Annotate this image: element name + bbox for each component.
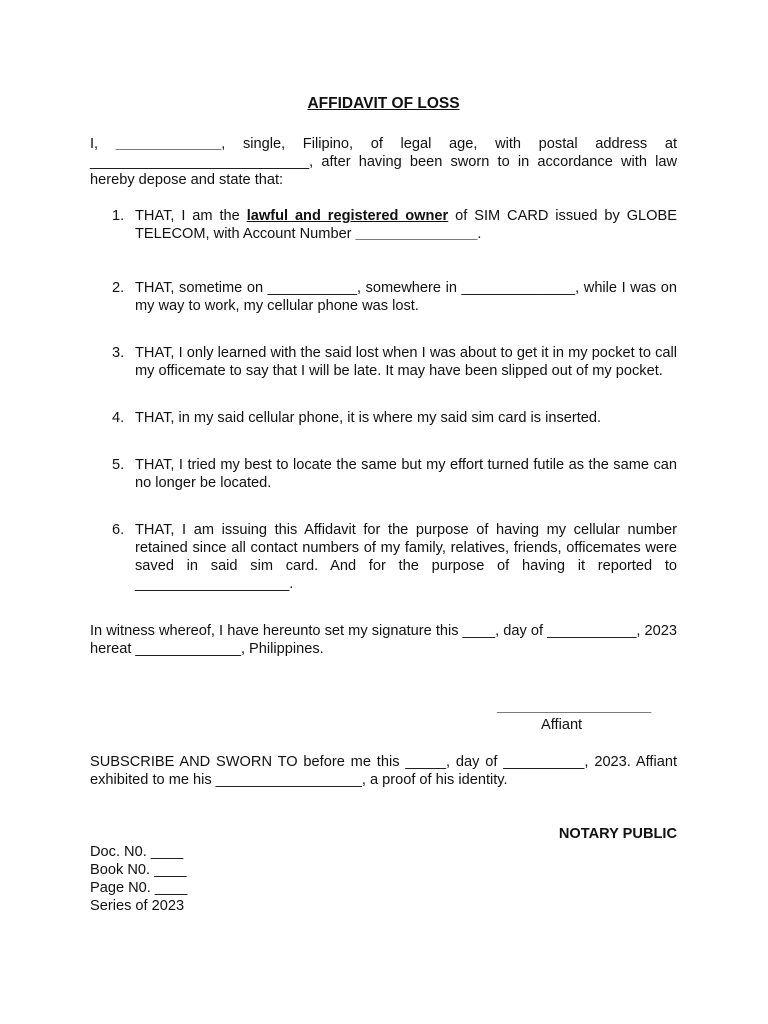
intro-pre: I, <box>90 136 116 152</box>
document-title: AFFIDAVIT OF LOSS <box>307 95 460 112</box>
subscribe-paragraph: SUBSCRIBE AND SWORN TO before me this _____, day of __________, 2023. Affiant exhibited to me his __________________, a proof of his identity. <box>90 754 677 788</box>
item-text: THAT, I tried my best to locate the same but my effort turned futile as the same can no longer be located. <box>135 457 677 491</box>
item-pre: THAT, I am the <box>135 208 247 224</box>
item-number: 4. <box>112 410 125 426</box>
list-item <box>90 409 677 427</box>
item-number: 1. <box>112 208 125 224</box>
list-item <box>90 279 677 315</box>
doc-number: Doc. N0. ____ <box>90 844 184 860</box>
item-post: . <box>477 226 482 242</box>
intro-mid: , single, Filipino, of legal age, with postal address at ___________________________, after having been sworn to in accordance with law hereby depose and state that: <box>90 136 677 188</box>
page-number: Page N0. ____ <box>90 880 188 896</box>
item-number: 6. <box>112 522 125 538</box>
witness-paragraph: In witness whereof, I have hereunto set my signature this ____, day of ___________, 2023 hereat _____________, Philippines. <box>90 623 677 657</box>
account-number-blank: _______________ <box>355 226 478 242</box>
intro-paragraph <box>90 135 677 189</box>
book-number: Book N0. ____ <box>90 862 187 878</box>
item-number: 5. <box>112 457 125 473</box>
notary-public-label: NOTARY PUBLIC <box>558 826 677 842</box>
list-item <box>90 207 677 243</box>
name-blank: _____________ <box>115 136 222 152</box>
item-text: THAT, in my said cellular phone, it is where my said sim card is inserted. <box>135 410 602 426</box>
item-number: 2. <box>112 280 125 296</box>
list-item <box>90 344 677 380</box>
item-text: THAT, I only learned with the said lost when I was about to get it in my pocket to call my officemate to say that I will be late. It may have been slipped out of my pocket. <box>135 345 677 379</box>
item-text: THAT, I am issuing this Affidavit for the purpose of having my cellular number retained since all contact numbers of my family, relatives, friends, officemates were saved in said sim card. And for the purpose of having it reported to ___________________. <box>135 522 677 592</box>
signature-block <box>90 698 677 736</box>
statement-list <box>90 207 677 593</box>
list-item <box>90 521 677 593</box>
signature-line: ___________________ <box>497 699 652 715</box>
series-year: Series of 2023 <box>90 898 185 914</box>
docket-block <box>90 843 677 915</box>
item-number: 3. <box>112 345 125 361</box>
item-text: THAT, sometime on ___________, somewhere in ______________, while I was on my way to work, my cellular phone was lost. <box>135 280 677 314</box>
owner-emphasis: lawful and registered owner <box>246 208 449 224</box>
affidavit-document <box>90 95 677 915</box>
item-mid: of SIM CARD issued by GLOBE TELECOM, with Account Number <box>135 208 677 242</box>
affiant-label: Affiant <box>541 717 583 733</box>
list-item <box>90 456 677 492</box>
